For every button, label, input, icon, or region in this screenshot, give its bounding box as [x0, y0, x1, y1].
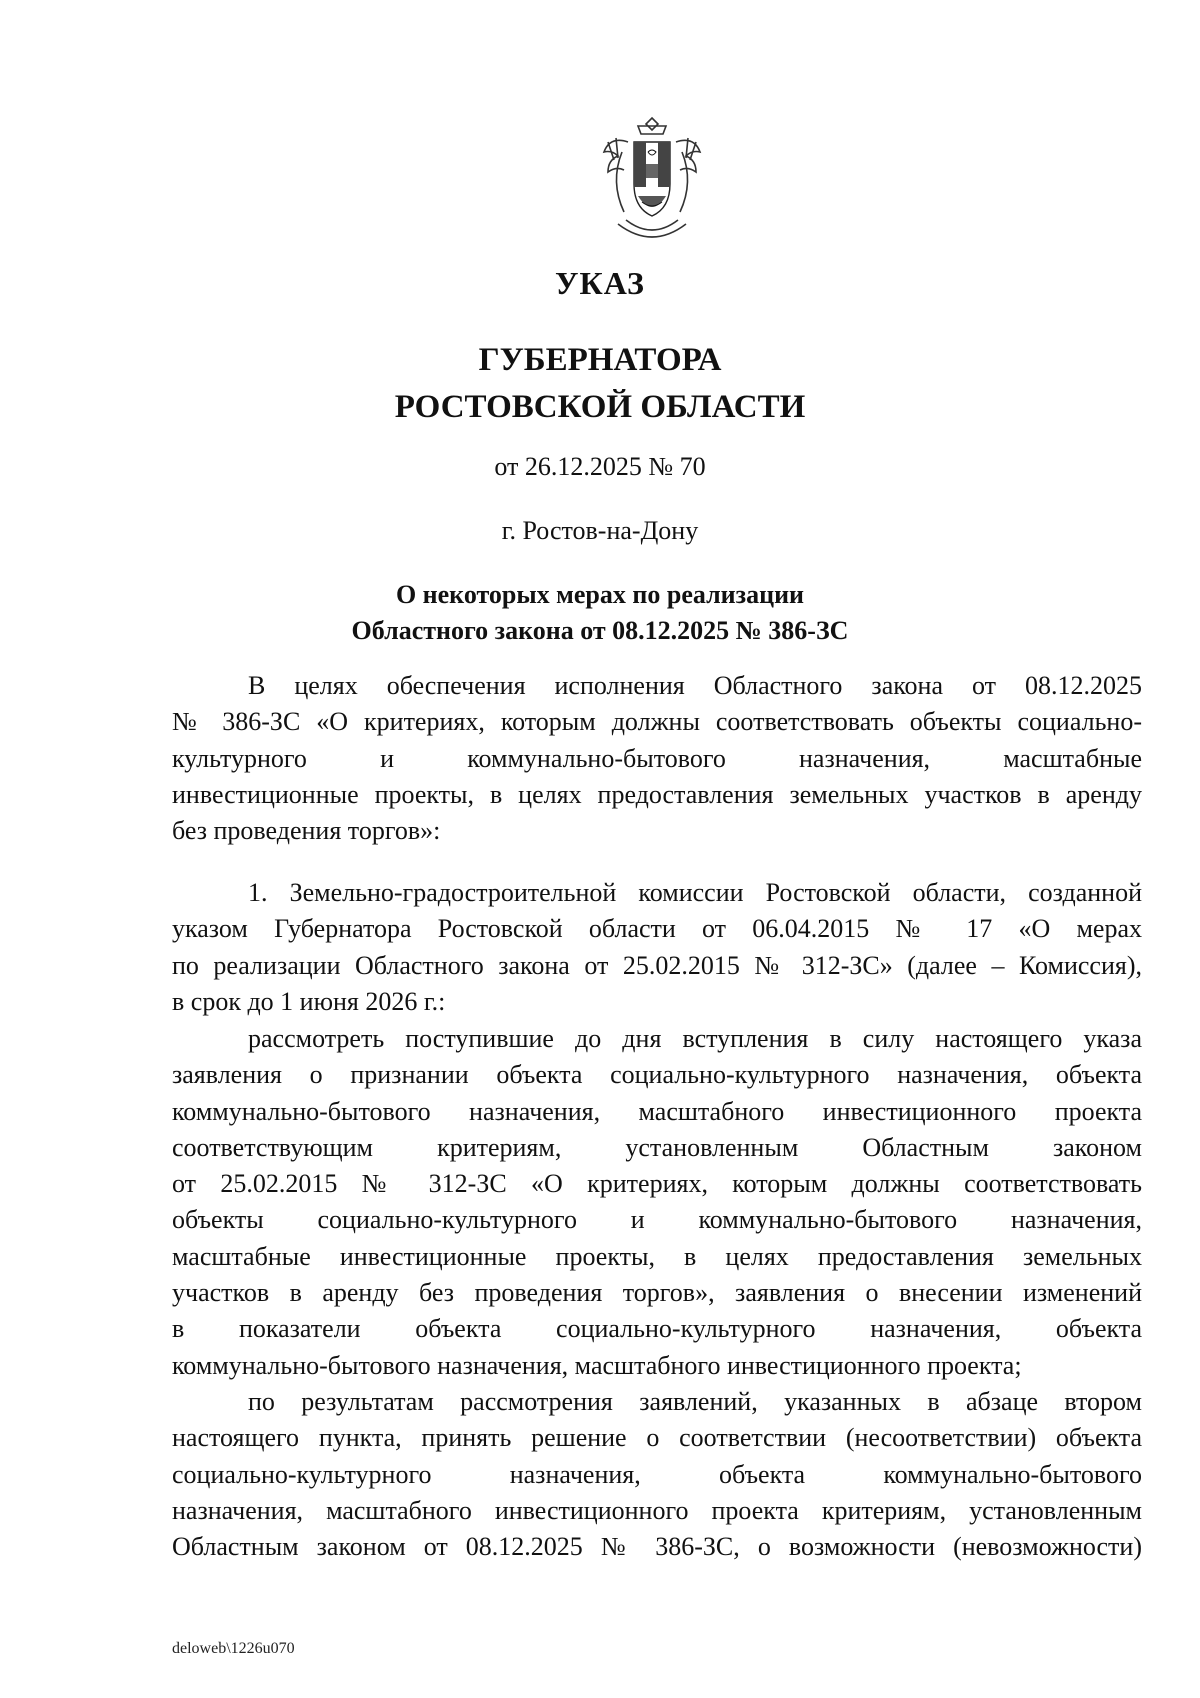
item-1-para3-line: Областным законом от 08.12.2025 № 386-ЗС, о возможности (невозможности)	[172, 1532, 1142, 1562]
preamble-line: В целях обеспечения исполнения Областного закона от 08.12.2025	[248, 671, 1142, 700]
date-and-number: от 26.12.2025 № 70	[494, 452, 706, 481]
subject-line1: О некоторых мерах по реализации	[395, 580, 805, 609]
preamble-line: инвестиционные проекты, в целях предоставления земельных участков в аренду	[172, 779, 1142, 809]
subject-line2: Областного закона от 08.12.2025 № 386-ЗС	[351, 616, 849, 645]
item-1-line: в срок до 1 июня 2026 г.:	[172, 986, 446, 1016]
item-1-line: 1. Земельно-градостроительной комиссии Ростовской области, созданной	[248, 878, 1142, 907]
document-type-title: УКАЗ	[555, 265, 645, 301]
issuer-title-line1: ГУБЕРНАТОРА	[478, 342, 722, 378]
item-1-line: указом Губернатора Ростовской области от 06.04.2015 № 17 «О мерах	[172, 914, 1142, 944]
item-1-para2-line: от 25.02.2015 № 312-ЗС «О критериях, которым должны соответствовать	[172, 1169, 1142, 1199]
item-1-para2-line: участков в аренду без проведения торгов», заявления о внесении изменений	[172, 1278, 1142, 1308]
item-1-para3-line: по результатам рассмотрения заявлений, указанных в абзаце втором	[248, 1387, 1142, 1416]
item-1-para2-line: в показатели объекта социально-культурного назначения, объекта	[172, 1314, 1142, 1344]
rostov-oblast-coat-of-arms-icon	[598, 112, 706, 242]
item-1-paragraph	[172, 875, 1142, 1020]
item-1-para2-line: рассмотреть поступившие до дня вступления в силу настоящего указа	[248, 1024, 1142, 1053]
preamble-line: № 386-ЗС «О критериях, которым должны соответствовать объекты социально-	[172, 707, 1142, 737]
preamble-line: культурного и коммунально-бытового назначения, масштабные	[172, 743, 1142, 773]
item-1-para3-line: настоящего пункта, принять решение о соответствии (несоответствии) объекта	[172, 1423, 1142, 1453]
preamble-line: без проведения торгов»:	[172, 816, 441, 846]
item-1-para2-line: коммунально-бытового назначения, масштабного инвестиционного проекта;	[172, 1350, 1022, 1380]
issuer-title-line2: РОСТОВСКОЙ ОБЛАСТИ	[394, 389, 806, 425]
item-1-paragraph-3	[172, 1384, 1142, 1565]
item-1-para2-line: соответствующим критериям, установленным Областным законом	[172, 1132, 1142, 1162]
document-registry-code: deloweb\1226u070	[172, 1640, 295, 1657]
document-subject	[0, 577, 1200, 649]
city-name: г. Ростов-на-Дону	[501, 516, 699, 545]
item-1-para3-line: назначения, масштабного инвестиционного проекта критериям, установленным	[172, 1495, 1142, 1525]
item-1-line: по реализации Областного закона от 25.02.2015 № 312-ЗС» (далее – Комиссия),	[172, 950, 1142, 980]
item-1-para2-line: объекты социально-культурного и коммунально-бытового назначения,	[172, 1205, 1142, 1235]
item-1-para3-line: социально-культурного назначения, объекта коммунально-бытового	[172, 1459, 1142, 1489]
item-1-para2-line: масштабные инвестиционные проекты, в целях предоставления земельных	[172, 1241, 1142, 1271]
preamble-paragraph	[172, 668, 1142, 849]
issuer-title	[0, 337, 1200, 431]
item-1-paragraph-2	[172, 1021, 1142, 1384]
item-1-para2-line: заявления о признании объекта социально-культурного назначения, объекта	[172, 1060, 1142, 1090]
item-1-para2-line: коммунально-бытового назначения, масштабного инвестиционного проекта	[172, 1096, 1142, 1126]
